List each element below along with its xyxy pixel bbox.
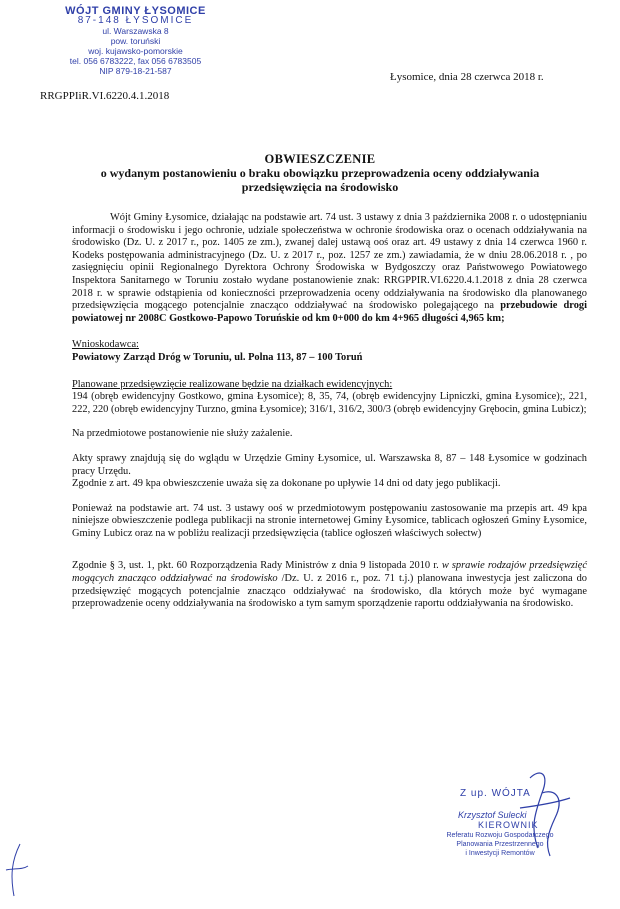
applicant-name: Powiatowy Zarząd Dróg w Toruniu, ul. Polna 113, 87 – 100 Toruń bbox=[72, 351, 363, 363]
title-line-2: o wydanym postanowieniu o braku obowiązku przeprowadzenia oceny oddziaływania bbox=[100, 166, 540, 180]
place-and-date: Łysomice, dnia 28 czerwca 2018 r. bbox=[390, 71, 544, 83]
stamp-line-2: 87-148 ŁYSOMICE bbox=[77, 15, 194, 26]
stamp-line-1: WÓJT GMINY ŁYSOMICE bbox=[65, 5, 206, 17]
signature-line-5: Planowania Przestrzennego bbox=[456, 841, 544, 848]
signature-line-3: KIEROWNIK bbox=[478, 820, 539, 830]
plots-label: Planowane przedsięwzięcie realizowane będzie na działkach ewidencyjnych: bbox=[72, 378, 393, 390]
publication-paragraph: Ponieważ na podstawie art. 74 ust. 3 ustawy ooś w przedmiotowym postępowaniu zastosowanie ma przepis art. 49 kpa niniejsze obwieszczenie podlega publikacji na stronie internetowej Gminy Łysomice, tablicach ogłoszeń Gminy Łysomice, Gminy Lubicz oraz na w pobliżu realizacji przedsięwzięcia (tablice ogłoszeń właściwych sołectw) bbox=[72, 502, 587, 539]
stamp-line-3: ul. Warszawska 8 bbox=[102, 26, 169, 36]
signature-line-4: Referatu Rozwoju Gospodarczego bbox=[446, 832, 554, 839]
complaint-note: Na przedmiotowe postanowienie nie służy zażalenie. bbox=[72, 428, 293, 440]
title-main: OBWIESZCZENIE bbox=[264, 152, 376, 166]
stamp-line-6: tel. 056 6783222, fax 056 6783505 bbox=[69, 56, 202, 66]
regulation-text-b: /Dz. U. z 2016 r., poz. 71 t.j.) planowana inwestycja jest zaliczona do przedsięwzięć mogących potencjalnie znacząco oddziaływać na środowisko, dla których może być wymagane przeprowadzenie oceny oddziaływania na środowisko a tym samym sporządzenie raportu oddziaływania na środowisko. bbox=[72, 573, 587, 610]
project-description: przebudowie drogi powiatowej nr 2008C Gostkowo-Papowo Toruńskie od km 0+000 do km 4+965 długości 4,965 km; bbox=[72, 300, 587, 324]
signature-line-2: Krzysztof Sulecki bbox=[458, 810, 527, 820]
regulation-text-a: Zgodnie § 3, ust. 1, pkt. 60 Rozporządzenia Rady Ministrów z dnia 9 listopada 2010 r. bbox=[72, 560, 442, 572]
signature-line-6: i Inwestycji Remontów bbox=[465, 850, 535, 857]
stamp-line-4: pow. toruński bbox=[110, 36, 161, 46]
plots-list: 194 (obręb ewidencyjny Gostkowo, gmina Łysomice); 8, 35, 74, (obręb ewidencyjny Lipniczki, gmina Łysomice);, 221, 222, 220 (obręb ewidencyjny Turzno, gmina Łysomice); 316/1, 316/2, 300/3 (obręb ewidencyjny Grębocin, gmina Lubicz); bbox=[72, 391, 587, 415]
margin-initials-icon bbox=[2, 840, 32, 900]
document-body bbox=[72, 212, 587, 611]
signature-line-1: Z up. WÓJTA bbox=[460, 788, 531, 799]
files-availability: Akty sprawy znajdują się do wglądu w Urzędzie Gminy Łysomice, ul. Warszawska 8, 87 – 148 Łysomice w godzinach pracy Urzędu. bbox=[72, 452, 587, 477]
applicant-label: Wnioskodawca: bbox=[72, 339, 139, 351]
title-line-3: przedsięwzięcia na środowisko bbox=[241, 180, 399, 194]
office-stamp bbox=[28, 6, 243, 76]
case-reference: RRGPPIiR.VI.6220.4.1.2018 bbox=[40, 90, 170, 102]
regulation-title: w sprawie rodzajów przedsięwzięć mogących znacząco oddziaływać na środowisko bbox=[72, 560, 587, 585]
notice-effective: Zgodnie z art. 49 kpa obwieszczenie uważa się za dokonane po upływie 14 dni od daty jego publikacji. bbox=[72, 478, 501, 490]
document-title bbox=[60, 152, 580, 194]
decision-text: Wójt Gminy Łysomice, działając na podstawie art. 74 ust. 3 ustawy z dnia 3 października 2008 r. o udostępnianiu informacji o środowisku i jego ochronie, udziale społeczeństwa w ochronie środowiska oraz o ocenach oddziaływania na środowisko (Dz. U. z 2017 r., poz. 1405 ze zm.), zwanej dalej ustawą ooś oraz art. 49 ustawy z dnia 14 czerwca 1960 r. Kodeks postępowania administracyjnego (Dz. U. z 2017 r., poz. 1257 ze zm.) zawiadamia, że w dniu 28.06.2018 r. , po zasięgnięciu opinii Regionalnego Dyrektora Ochrony Środowiska w Bydgoszczy oraz Państwowego Powiatowego Inspektora Sanitarnego w Toruniu zostało wydane postanowienie znak: RRGPPIR.VI.6220.4.1.2018 z dnia 28 czerwca 2018 r. w sprawie odstąpienia od konieczności przeprowadzenia oceny oddziaływania na środowisko dla planowanego przedsięwzięcia mogącego potencjalnie znacząco oddziaływać na środowisko polegającego na bbox=[72, 212, 587, 312]
regulation-paragraph bbox=[72, 560, 587, 610]
paragraph-decision bbox=[72, 212, 587, 325]
stamp-line-5: woj. kujawsko-pomorskie bbox=[88, 46, 183, 56]
stamp-line-7: NIP 879-18-21-587 bbox=[99, 66, 172, 76]
signature-stamp bbox=[400, 784, 600, 884]
